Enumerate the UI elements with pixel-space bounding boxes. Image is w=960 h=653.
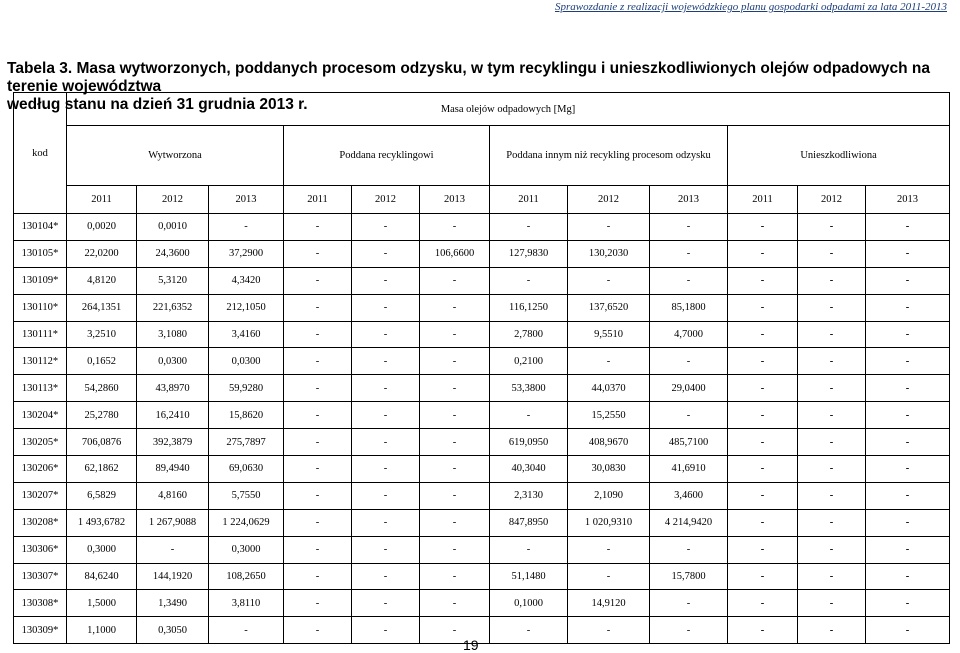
value-cell: - — [650, 267, 728, 294]
value-cell: - — [568, 348, 650, 375]
year-header: 2012 — [137, 186, 209, 214]
value-cell: 5,3120 — [137, 267, 209, 294]
value-cell: - — [352, 536, 420, 563]
value-cell: 4 214,9420 — [650, 509, 728, 536]
year-header: 2013 — [866, 186, 950, 214]
value-cell: - — [728, 375, 798, 402]
value-cell: - — [798, 456, 866, 483]
value-cell: - — [420, 536, 490, 563]
value-cell: - — [568, 617, 650, 644]
page-number: 19 — [463, 637, 479, 653]
value-cell: - — [284, 402, 352, 429]
value-cell: 40,3040 — [490, 456, 568, 483]
value-cell: - — [728, 509, 798, 536]
group-header-odzysk: Poddana innym niż recykling procesom odzysku — [490, 126, 728, 186]
value-cell: 69,0630 — [209, 456, 284, 483]
group-header-wytworzona: Wytworzona — [67, 126, 284, 186]
value-cell: - — [866, 402, 950, 429]
value-cell: - — [866, 590, 950, 617]
value-cell: 1,1000 — [67, 617, 137, 644]
value-cell: - — [352, 617, 420, 644]
value-cell: 619,0950 — [490, 429, 568, 456]
value-cell: 221,6352 — [137, 294, 209, 321]
value-cell: 2,3130 — [490, 482, 568, 509]
value-cell: 130,2030 — [568, 240, 650, 267]
value-cell: 3,1080 — [137, 321, 209, 348]
table-row — [14, 456, 950, 483]
waste-code-cell: 130105* — [14, 240, 67, 267]
waste-code-cell: 130111* — [14, 321, 67, 348]
year-header: 2012 — [798, 186, 866, 214]
value-cell: - — [728, 590, 798, 617]
value-cell: - — [490, 214, 568, 241]
value-cell: 106,6600 — [420, 240, 490, 267]
value-cell: - — [798, 509, 866, 536]
value-cell: - — [866, 267, 950, 294]
value-cell: 41,6910 — [650, 456, 728, 483]
waste-code-cell: 130113* — [14, 375, 67, 402]
waste-code-cell: 130307* — [14, 563, 67, 590]
value-cell: - — [352, 482, 420, 509]
value-cell: - — [490, 536, 568, 563]
value-cell: - — [866, 429, 950, 456]
value-cell: 0,2100 — [490, 348, 568, 375]
value-cell: 108,2650 — [209, 563, 284, 590]
value-cell: - — [420, 509, 490, 536]
value-cell: - — [568, 214, 650, 241]
year-header: 2011 — [490, 186, 568, 214]
value-cell: - — [866, 375, 950, 402]
value-cell: 485,7100 — [650, 429, 728, 456]
table-row — [14, 240, 950, 267]
value-cell: - — [284, 482, 352, 509]
value-cell: - — [568, 267, 650, 294]
waste-code-cell: 130112* — [14, 348, 67, 375]
value-cell: 0,0020 — [67, 214, 137, 241]
value-cell: - — [650, 402, 728, 429]
year-header: 2012 — [352, 186, 420, 214]
value-cell: 51,1480 — [490, 563, 568, 590]
value-cell: - — [866, 214, 950, 241]
waste-code-cell: 130205* — [14, 429, 67, 456]
value-cell: - — [352, 429, 420, 456]
value-cell: 3,8110 — [209, 590, 284, 617]
value-cell: 29,0400 — [650, 375, 728, 402]
value-cell: - — [728, 240, 798, 267]
value-cell: - — [798, 617, 866, 644]
value-cell: 1 224,0629 — [209, 509, 284, 536]
value-cell: 408,9670 — [568, 429, 650, 456]
value-cell: - — [284, 617, 352, 644]
group-header-unieszkodliwiona: Unieszkodliwiona — [728, 126, 950, 186]
value-cell: - — [420, 429, 490, 456]
value-cell: - — [568, 536, 650, 563]
value-cell: - — [352, 402, 420, 429]
value-cell: - — [284, 240, 352, 267]
table-row — [14, 375, 950, 402]
value-cell: 392,3879 — [137, 429, 209, 456]
value-cell: 84,6240 — [67, 563, 137, 590]
value-cell: - — [728, 429, 798, 456]
value-cell: - — [728, 214, 798, 241]
value-cell: 25,2780 — [67, 402, 137, 429]
value-cell: 37,2900 — [209, 240, 284, 267]
year-header: 2011 — [728, 186, 798, 214]
waste-code-cell: 130309* — [14, 617, 67, 644]
value-cell: - — [650, 240, 728, 267]
value-cell: - — [866, 321, 950, 348]
value-cell: 43,8970 — [137, 375, 209, 402]
value-cell: 212,1050 — [209, 294, 284, 321]
value-cell: - — [352, 294, 420, 321]
value-cell: - — [798, 348, 866, 375]
value-cell: - — [284, 590, 352, 617]
value-cell: - — [798, 294, 866, 321]
value-cell: 1,3490 — [137, 590, 209, 617]
value-cell: - — [798, 563, 866, 590]
waste-code-cell: 130207* — [14, 482, 67, 509]
value-cell: 847,8950 — [490, 509, 568, 536]
value-cell: - — [798, 536, 866, 563]
value-cell: 9,5510 — [568, 321, 650, 348]
table-row — [14, 267, 950, 294]
value-cell: - — [284, 563, 352, 590]
value-cell: - — [728, 482, 798, 509]
value-cell: - — [209, 617, 284, 644]
waste-code-cell: 130306* — [14, 536, 67, 563]
waste-code-cell: 130206* — [14, 456, 67, 483]
value-cell: 127,9830 — [490, 240, 568, 267]
value-cell: - — [352, 375, 420, 402]
value-cell: - — [420, 563, 490, 590]
value-cell: - — [650, 348, 728, 375]
waste-code-cell: 130308* — [14, 590, 67, 617]
value-cell: - — [420, 482, 490, 509]
super-header: Masa olejów odpadowych [Mg] — [67, 93, 950, 126]
table-row — [14, 429, 950, 456]
kod-header: kod — [14, 93, 67, 214]
value-cell: 3,4600 — [650, 482, 728, 509]
value-cell: - — [798, 375, 866, 402]
value-cell: - — [728, 456, 798, 483]
value-cell: 4,3420 — [209, 267, 284, 294]
value-cell: - — [798, 429, 866, 456]
value-cell: - — [728, 563, 798, 590]
value-cell: - — [650, 617, 728, 644]
value-cell: 0,0300 — [209, 348, 284, 375]
value-cell: - — [284, 456, 352, 483]
caption-line-2: według stanu na dzień 31 grudnia 2013 r. — [7, 96, 308, 113]
value-cell: - — [209, 214, 284, 241]
table-row — [14, 348, 950, 375]
value-cell: 0,3050 — [137, 617, 209, 644]
value-cell: - — [352, 321, 420, 348]
waste-code-cell: 130110* — [14, 294, 67, 321]
value-cell: - — [420, 294, 490, 321]
value-cell: 116,1250 — [490, 294, 568, 321]
table-row — [14, 294, 950, 321]
value-cell: - — [284, 348, 352, 375]
value-cell: - — [284, 321, 352, 348]
value-cell: - — [866, 509, 950, 536]
value-cell: 89,4940 — [137, 456, 209, 483]
value-cell: - — [352, 240, 420, 267]
group-header-recykling: Poddana recyklingowi — [284, 126, 490, 186]
value-cell: - — [866, 563, 950, 590]
value-cell: - — [728, 321, 798, 348]
value-cell: - — [490, 267, 568, 294]
value-cell: 4,8120 — [67, 267, 137, 294]
value-cell: - — [866, 617, 950, 644]
value-cell: 0,3000 — [209, 536, 284, 563]
value-cell: - — [420, 321, 490, 348]
table-row — [14, 536, 950, 563]
caption-line-1: Tabela 3. Masa wytworzonych, poddanych procesom odzysku, w tym recyklingu i unieszkodliwionych olejów odpadowych na terenie województwa — [7, 60, 931, 95]
value-cell: - — [650, 214, 728, 241]
value-cell: 5,7550 — [209, 482, 284, 509]
value-cell: - — [352, 267, 420, 294]
value-cell: 1 493,6782 — [67, 509, 137, 536]
value-cell: - — [352, 456, 420, 483]
value-cell: - — [728, 348, 798, 375]
value-cell: 14,9120 — [568, 590, 650, 617]
value-cell: - — [798, 321, 866, 348]
value-cell: - — [420, 617, 490, 644]
value-cell: 22,0200 — [67, 240, 137, 267]
value-cell: - — [568, 563, 650, 590]
value-cell: - — [420, 375, 490, 402]
table-row — [14, 402, 950, 429]
table-row — [14, 509, 950, 536]
value-cell: - — [866, 294, 950, 321]
value-cell: 144,1920 — [137, 563, 209, 590]
table-row — [14, 214, 950, 241]
value-cell: - — [728, 536, 798, 563]
value-cell: 15,8620 — [209, 402, 284, 429]
value-cell: 275,7897 — [209, 429, 284, 456]
value-cell: - — [284, 267, 352, 294]
value-cell: - — [352, 348, 420, 375]
waste-oil-table — [13, 92, 950, 644]
value-cell: - — [650, 536, 728, 563]
value-cell: - — [650, 590, 728, 617]
value-cell: - — [798, 240, 866, 267]
value-cell: - — [866, 456, 950, 483]
value-cell: - — [798, 402, 866, 429]
value-cell: - — [490, 402, 568, 429]
value-cell: 0,1652 — [67, 348, 137, 375]
value-cell: 264,1351 — [67, 294, 137, 321]
value-cell: 2,1090 — [568, 482, 650, 509]
table-row — [14, 321, 950, 348]
value-cell: - — [352, 214, 420, 241]
value-cell: - — [284, 536, 352, 563]
year-header: 2013 — [650, 186, 728, 214]
value-cell: - — [420, 214, 490, 241]
value-cell: 706,0876 — [67, 429, 137, 456]
year-header: 2013 — [420, 186, 490, 214]
value-cell: 15,2550 — [568, 402, 650, 429]
value-cell: 0,0300 — [137, 348, 209, 375]
value-cell: - — [728, 402, 798, 429]
waste-code-cell: 130109* — [14, 267, 67, 294]
value-cell: 3,2510 — [67, 321, 137, 348]
value-cell: - — [284, 375, 352, 402]
value-cell: 0,0010 — [137, 214, 209, 241]
year-header: 2011 — [284, 186, 352, 214]
value-cell: - — [420, 402, 490, 429]
value-cell: 0,3000 — [67, 536, 137, 563]
value-cell: 16,2410 — [137, 402, 209, 429]
value-cell: 54,2860 — [67, 375, 137, 402]
value-cell: - — [284, 509, 352, 536]
waste-code-cell: 130204* — [14, 402, 67, 429]
value-cell: - — [798, 267, 866, 294]
value-cell: 62,1862 — [67, 456, 137, 483]
value-cell: - — [866, 536, 950, 563]
value-cell: - — [798, 214, 866, 241]
value-cell: - — [490, 617, 568, 644]
value-cell: - — [420, 348, 490, 375]
value-cell: - — [866, 348, 950, 375]
value-cell: - — [284, 429, 352, 456]
value-cell: 3,4160 — [209, 321, 284, 348]
value-cell: 30,0830 — [568, 456, 650, 483]
value-cell: 59,9280 — [209, 375, 284, 402]
value-cell: 4,8160 — [137, 482, 209, 509]
value-cell: 137,6520 — [568, 294, 650, 321]
year-header: 2013 — [209, 186, 284, 214]
value-cell: - — [866, 482, 950, 509]
value-cell: - — [352, 590, 420, 617]
value-cell: - — [420, 456, 490, 483]
value-cell: - — [866, 240, 950, 267]
value-cell: - — [798, 482, 866, 509]
value-cell: 4,7000 — [650, 321, 728, 348]
value-cell: - — [420, 590, 490, 617]
value-cell: 0,1000 — [490, 590, 568, 617]
value-cell: - — [137, 536, 209, 563]
value-cell: 15,7800 — [650, 563, 728, 590]
value-cell: 2,7800 — [490, 321, 568, 348]
value-cell: 1 020,9310 — [568, 509, 650, 536]
running-header: Sprawozdanie z realizacji wojewódzkiego planu gospodarki odpadami za lata 2011-2013 — [554, 1, 947, 13]
year-header: 2012 — [568, 186, 650, 214]
value-cell: - — [352, 563, 420, 590]
year-header: 2011 — [67, 186, 137, 214]
value-cell: - — [728, 617, 798, 644]
table-row — [14, 563, 950, 590]
value-cell: - — [420, 267, 490, 294]
value-cell: 44,0370 — [568, 375, 650, 402]
value-cell: 53,3800 — [490, 375, 568, 402]
value-cell: 6,5829 — [67, 482, 137, 509]
table-row — [14, 590, 950, 617]
value-cell: - — [728, 294, 798, 321]
waste-code-cell: 130104* — [14, 214, 67, 241]
value-cell: 1,5000 — [67, 590, 137, 617]
table-row — [14, 617, 950, 644]
value-cell: - — [284, 214, 352, 241]
value-cell: 24,3600 — [137, 240, 209, 267]
value-cell: 1 267,9088 — [137, 509, 209, 536]
value-cell: - — [798, 590, 866, 617]
value-cell: - — [352, 509, 420, 536]
waste-code-cell: 130208* — [14, 509, 67, 536]
table-row — [14, 482, 950, 509]
value-cell: 85,1800 — [650, 294, 728, 321]
value-cell: - — [728, 267, 798, 294]
value-cell: - — [284, 294, 352, 321]
